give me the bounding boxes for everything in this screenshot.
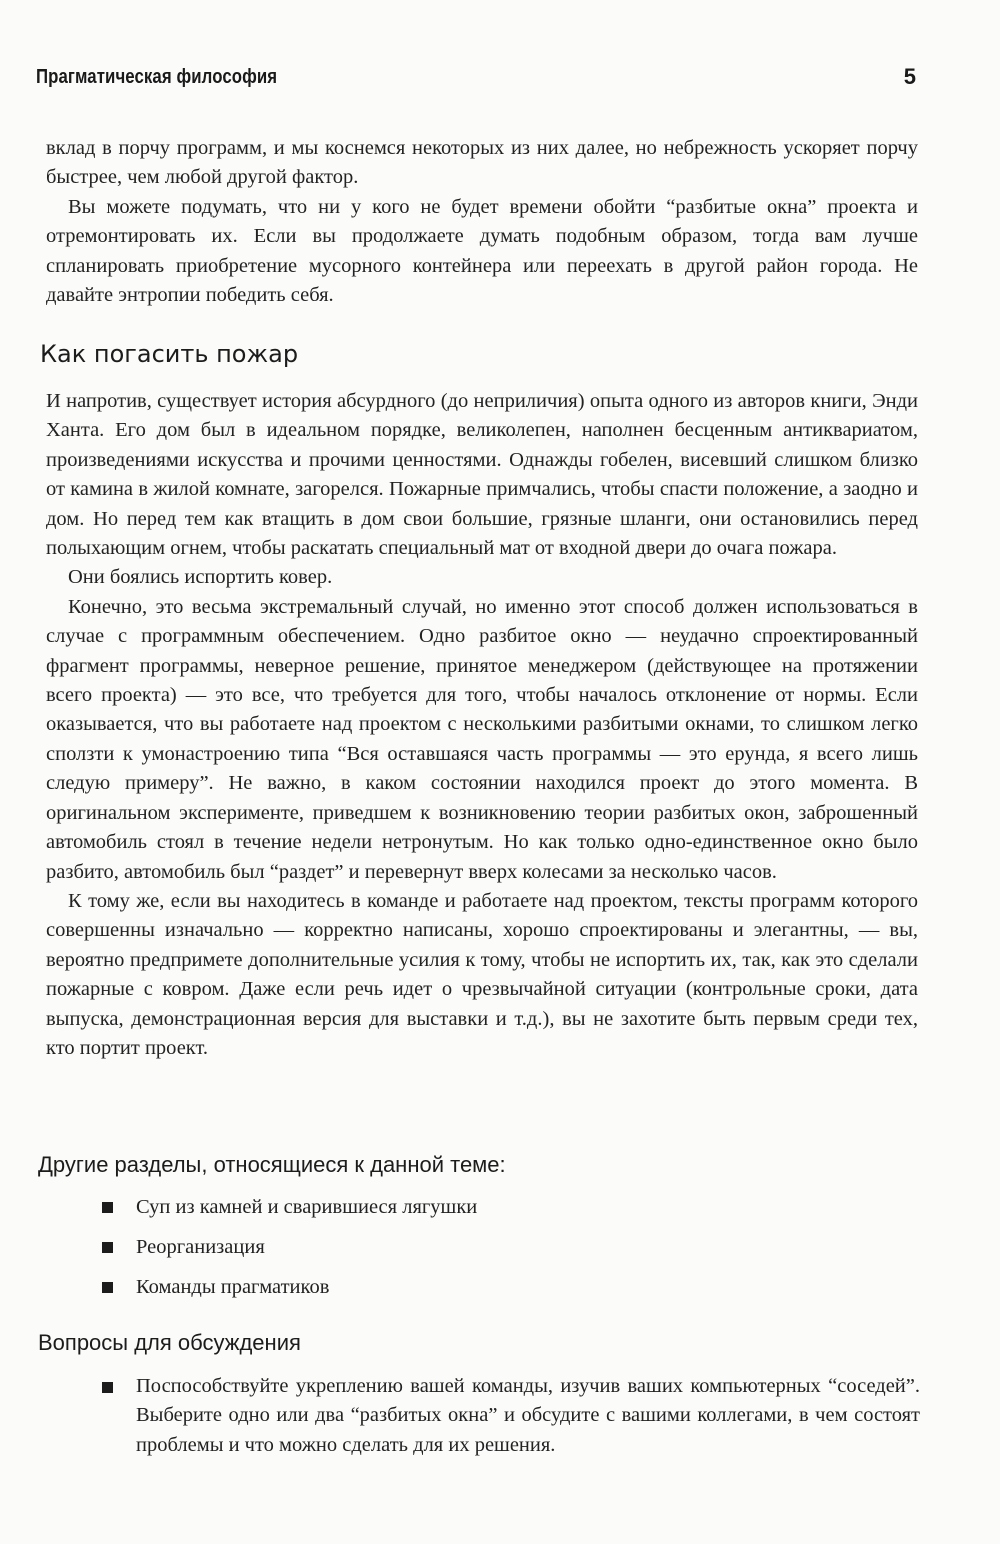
section-heading-related: Другие разделы, относящиеся к данной теме: — [38, 1152, 506, 1177]
page-number: 5 — [903, 64, 916, 89]
fire-section-text-block — [46, 387, 918, 1063]
fire-paragraph-3: Конечно, это весьма экстремальный случай, но именно этот способ должен использоваться в случае с программным обеспечением. Одно разбитое окно — неудачно спроектированный фрагмент программы, неверное решение, принятое менеджером (действующее на протяжении всего проекта) — это все, что требуется для того, чтобы началось отклонение от нормы. Если оказывается, что вы работаете над проектом с несколькими разбитыми окнами, то слишком легко сползти к умонастроению типа “Вся оставшаяся часть программы — это ерунда, я всего лишь следую примеру”. Не важно, в каком состоянии находился проект до этого момента. В оригинальном эксперименте, приведшем к возникновению теории разбитых окон, заброшенный автомобиль стоял в течение недели нетронутым. Но как только одно-единственное окно было разбито, автомобиль был “раздет” и перевернут вверх колесами за несколько часов. — [46, 595, 918, 883]
related-item-text: Команды прагматиков — [136, 1276, 330, 1298]
section-heading-questions: Вопросы для обсуждения — [38, 1330, 301, 1355]
question-item-text: Поспособствуйте укреплению вашей команды, изучив ваших компьютерных “соседей”. Выберите одно или два “разбитых окна” и обсудите с вашими коллегами, в чем состоят проблемы и что можно сделать для их решения. — [136, 1375, 920, 1456]
square-bullet-icon — [102, 1242, 113, 1253]
intro-paragraph-1: вклад в порчу программ, и мы коснемся некоторых из них далее, но небрежность ускоряет порчу быстрее, чем любой другой фактор. — [46, 137, 918, 189]
section-heading-fire: Как погасить пожар — [40, 340, 299, 368]
running-head-title: Прагматическая философия — [36, 66, 278, 88]
square-bullet-icon — [102, 1382, 113, 1393]
fire-paragraph-2: Они боялись испортить ковер. — [68, 566, 333, 589]
list-item — [100, 1372, 920, 1460]
related-item-text: Суп из камней и сварившиеся лягушки — [136, 1196, 478, 1218]
intro-text-block — [46, 134, 918, 310]
intro-paragraph-2: Вы можете подумать, что ни у кого не будет времени обойти “разбитые окна” проекта и отремонтировать их. Если вы продолжаете думать подобным образом, тогда вам лучше спланировать приобретение мусорного контейнера или переехать в другой район города. Не давайте энтропии победить себя. — [46, 195, 918, 307]
list-item — [100, 1192, 920, 1232]
fire-paragraph-1: И напротив, существует история абсурдного (до неприличия) опыта одного из авторов книги, Энди Ханта. Его дом был в идеальном порядке, великолепен, наполнен бесценным антиквариатом, произведениями искусства и прочими ценностями. Однажды гобелен, висевший слишком близко от камина в жилой комнате, загорелся. Пожарные примчались, чтобы спасти положение, а заодно и дом. Но перед тем как втащить в дом свои большие, грязные шланги, они остановились перед полыхающим огнем, чтобы раскатать специальный мат от входной двери до очага пожара. — [46, 390, 918, 560]
square-bullet-icon — [102, 1202, 113, 1213]
square-bullet-icon — [102, 1282, 113, 1293]
related-topics-list — [100, 1192, 920, 1312]
list-item — [100, 1272, 920, 1312]
fire-paragraph-4: К тому же, если вы находитесь в команде и работаете над проектом, тексты программ которого совершенны изначально — корректно написаны, хорошо спроектированы и элегантны, — вы, вероятно предпримете дополнительные усилия к тому, чтобы не испортить их, так, как это сделали пожарные с ковром. Даже если речь идет о чрезвычайной ситуации (контрольные сроки, дата выпуска, демонстрационная версия для выставки и т.д.), вы не захотите быть первым среди тех, кто портит проект. — [46, 889, 918, 1059]
list-item — [100, 1232, 920, 1272]
discussion-questions-list — [100, 1372, 920, 1460]
related-item-text: Реорганизация — [136, 1236, 265, 1258]
